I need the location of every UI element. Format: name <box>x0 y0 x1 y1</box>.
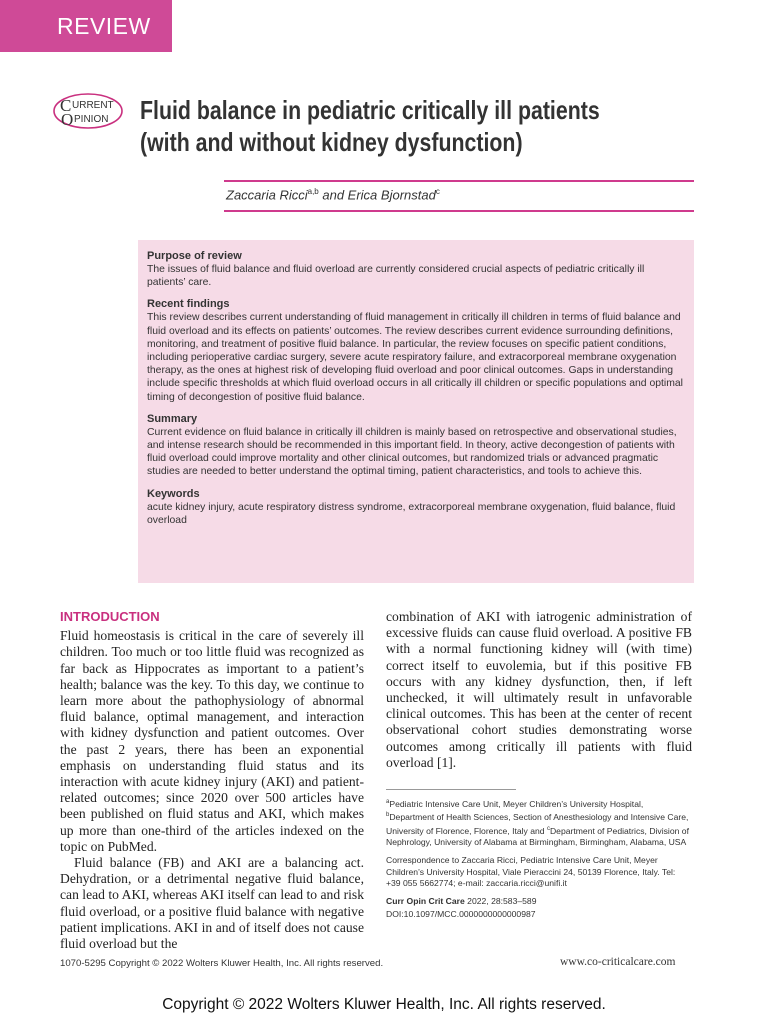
logo-line2: PINION <box>74 114 109 125</box>
purpose-heading: Purpose of review <box>147 250 242 262</box>
intro-paragraph-1: Fluid homeostasis is critical in the care of severely ill children. Too much or too little fluid was recognized as far back as Hippocrates as important to a patient’s health; balance was the key. To this day, we continue to learn more about the pathophysiology of abnormal fluid balance, optimal management, and interaction with kidney dysfunction and patient outcomes. Over the past 2 years, there has been an exponential emphasis on understanding fluid status and its interaction with acute kidney injury (AKI) and patient-related outcomes; since 2020 over 500 articles have been published on fluid status and AKI, which makes up more than one-third of the articles indexed on the topic on PubMed. <box>60 628 364 854</box>
journal-citation: Curr Opin Crit Care 2022, 28:583–589 <box>386 895 537 906</box>
findings-text: This review describes current understanding of fluid management in critically ill children in terms of fluid balance and fluid overload and its effects on patients’ outcomes. The review describes current evidence surrounding definitions, monitoring, and treatment of positive fluid balance. In particular, the review focuses on specific patient conditions, including perioperative cardiac surgery, severe acute respiratory failure, and extracorporeal membrane oxygenation therapy, as the ones at highest risk of developing fluid overload and poor clinical outcomes. Gaps in understanding include specific thresholds at which fluid overload occurs in all critically ill children or specific populations and optimal timing of decongestion of positive fluid balance. <box>147 312 683 403</box>
left-column <box>60 609 364 952</box>
summary-heading: Summary <box>147 412 198 425</box>
abstract-box <box>138 240 694 583</box>
logo-big-o: O <box>61 110 74 129</box>
summary-text: Current evidence on fluid balance in critically ill children is mainly based on retrospective and observational studies, and intense research should be recommended in this important field. In theory, active decongestion of patients with fluid overload could improve mortality and other clinical outcomes, but randomized trials or advanced pragmatic studies are needed to better understand the optimal timing, patient characteristics, and tools to achieve this. <box>147 426 677 478</box>
logo-line1: URRENT <box>72 100 114 111</box>
affiliation-rule <box>386 789 516 790</box>
author-rule-bottom <box>224 210 694 212</box>
title-line-1: Fluid balance in pediatric critically ill patients <box>140 95 600 125</box>
author-rule-top <box>224 180 694 182</box>
author-2-affil: c <box>435 187 440 196</box>
right-column <box>386 609 692 771</box>
purpose-text: The issues of fluid balance and fluid overload are currently considered crucial aspects of pediatric critically ill patients’ care. <box>147 264 645 289</box>
keywords-heading: Keywords <box>147 487 200 500</box>
logo-big-c: C <box>60 96 72 115</box>
review-banner <box>0 0 172 52</box>
intro-paragraph-3: combination of AKI with iatrogenic administration of excessive fluids can cause fluid overload. A positive FB with a normal functioning kidney will (with time) correct itself to euvolemia, but if this positive FB occurs with any kidney dysfunction, then, if left unchecked, it will ultimately result in unfavorable clinical outcomes. This has been at the center of recent observational cohort studies demonstrating worse outcomes among critically ill patients with fluid overload [1]. <box>386 609 692 770</box>
page-copyright: Copyright © 2022 Wolters Kluwer Health, Inc. All rights reserved. <box>162 996 606 1013</box>
author-2: Erica Bjornstad <box>347 187 436 203</box>
findings-heading: Recent findings <box>147 298 230 311</box>
footer-website-link[interactable]: www.co-criticalcare.com <box>560 956 676 968</box>
current-opinion-logo <box>52 92 124 130</box>
title-line-2: (with and without kidney dysfunction) <box>140 127 523 157</box>
author-and: and <box>318 187 348 203</box>
introduction-heading: INTRODUCTION <box>60 609 160 624</box>
doi: DOI:10.1097/MCC.0000000000000987 <box>386 909 536 920</box>
footer-copyright: 1070-5295 Copyright © 2022 Wolters Kluwer Health, Inc. All rights reserved. <box>60 958 384 969</box>
article-title <box>140 94 599 158</box>
author-1: Zaccaria Ricci <box>226 187 308 203</box>
intro-paragraph-2: Fluid balance (FB) and AKI are a balancing act. Dehydration, or a detrimental negative fluid balance, can lead to AKI, whereas AKI itself can lead to and risk fluid overload, or a positive fluid balance with negative patient implications. AKI in and of itself does not cause fluid overload but the <box>60 855 364 952</box>
review-label: REVIEW <box>57 12 151 39</box>
affiliations <box>386 797 692 927</box>
affiliation-list: $^a$Pediatric Intensive Care Unit, Meyer Children’s University Hospital, $^b$Department of Health Sciences, Section of Anesthesiology and Intensive Care, University of Florence, Florence, Italy and $^c$Department of Pediatrics, Division of Nephrology, University of Alabama at Birmingham, Birmingham, Alabama, USA <box>386 798 689 848</box>
keywords-text: acute kidney injury, acute respiratory distress syndrome, extracorporeal membrane oxygenation, fluid balance, fluid overload <box>147 501 676 526</box>
author-1-affil: a,b <box>307 187 319 196</box>
authors <box>226 187 440 202</box>
correspondence: Correspondence to Zaccaria Ricci, Pediatric Intensive Care Unit, Meyer Children’s University Hospital, Viale Pieraccini 24, 50139 Florence, Italy. Tel: +39 055 5662774; e-mail: zaccaria.ricci@unifi.it <box>386 854 676 889</box>
